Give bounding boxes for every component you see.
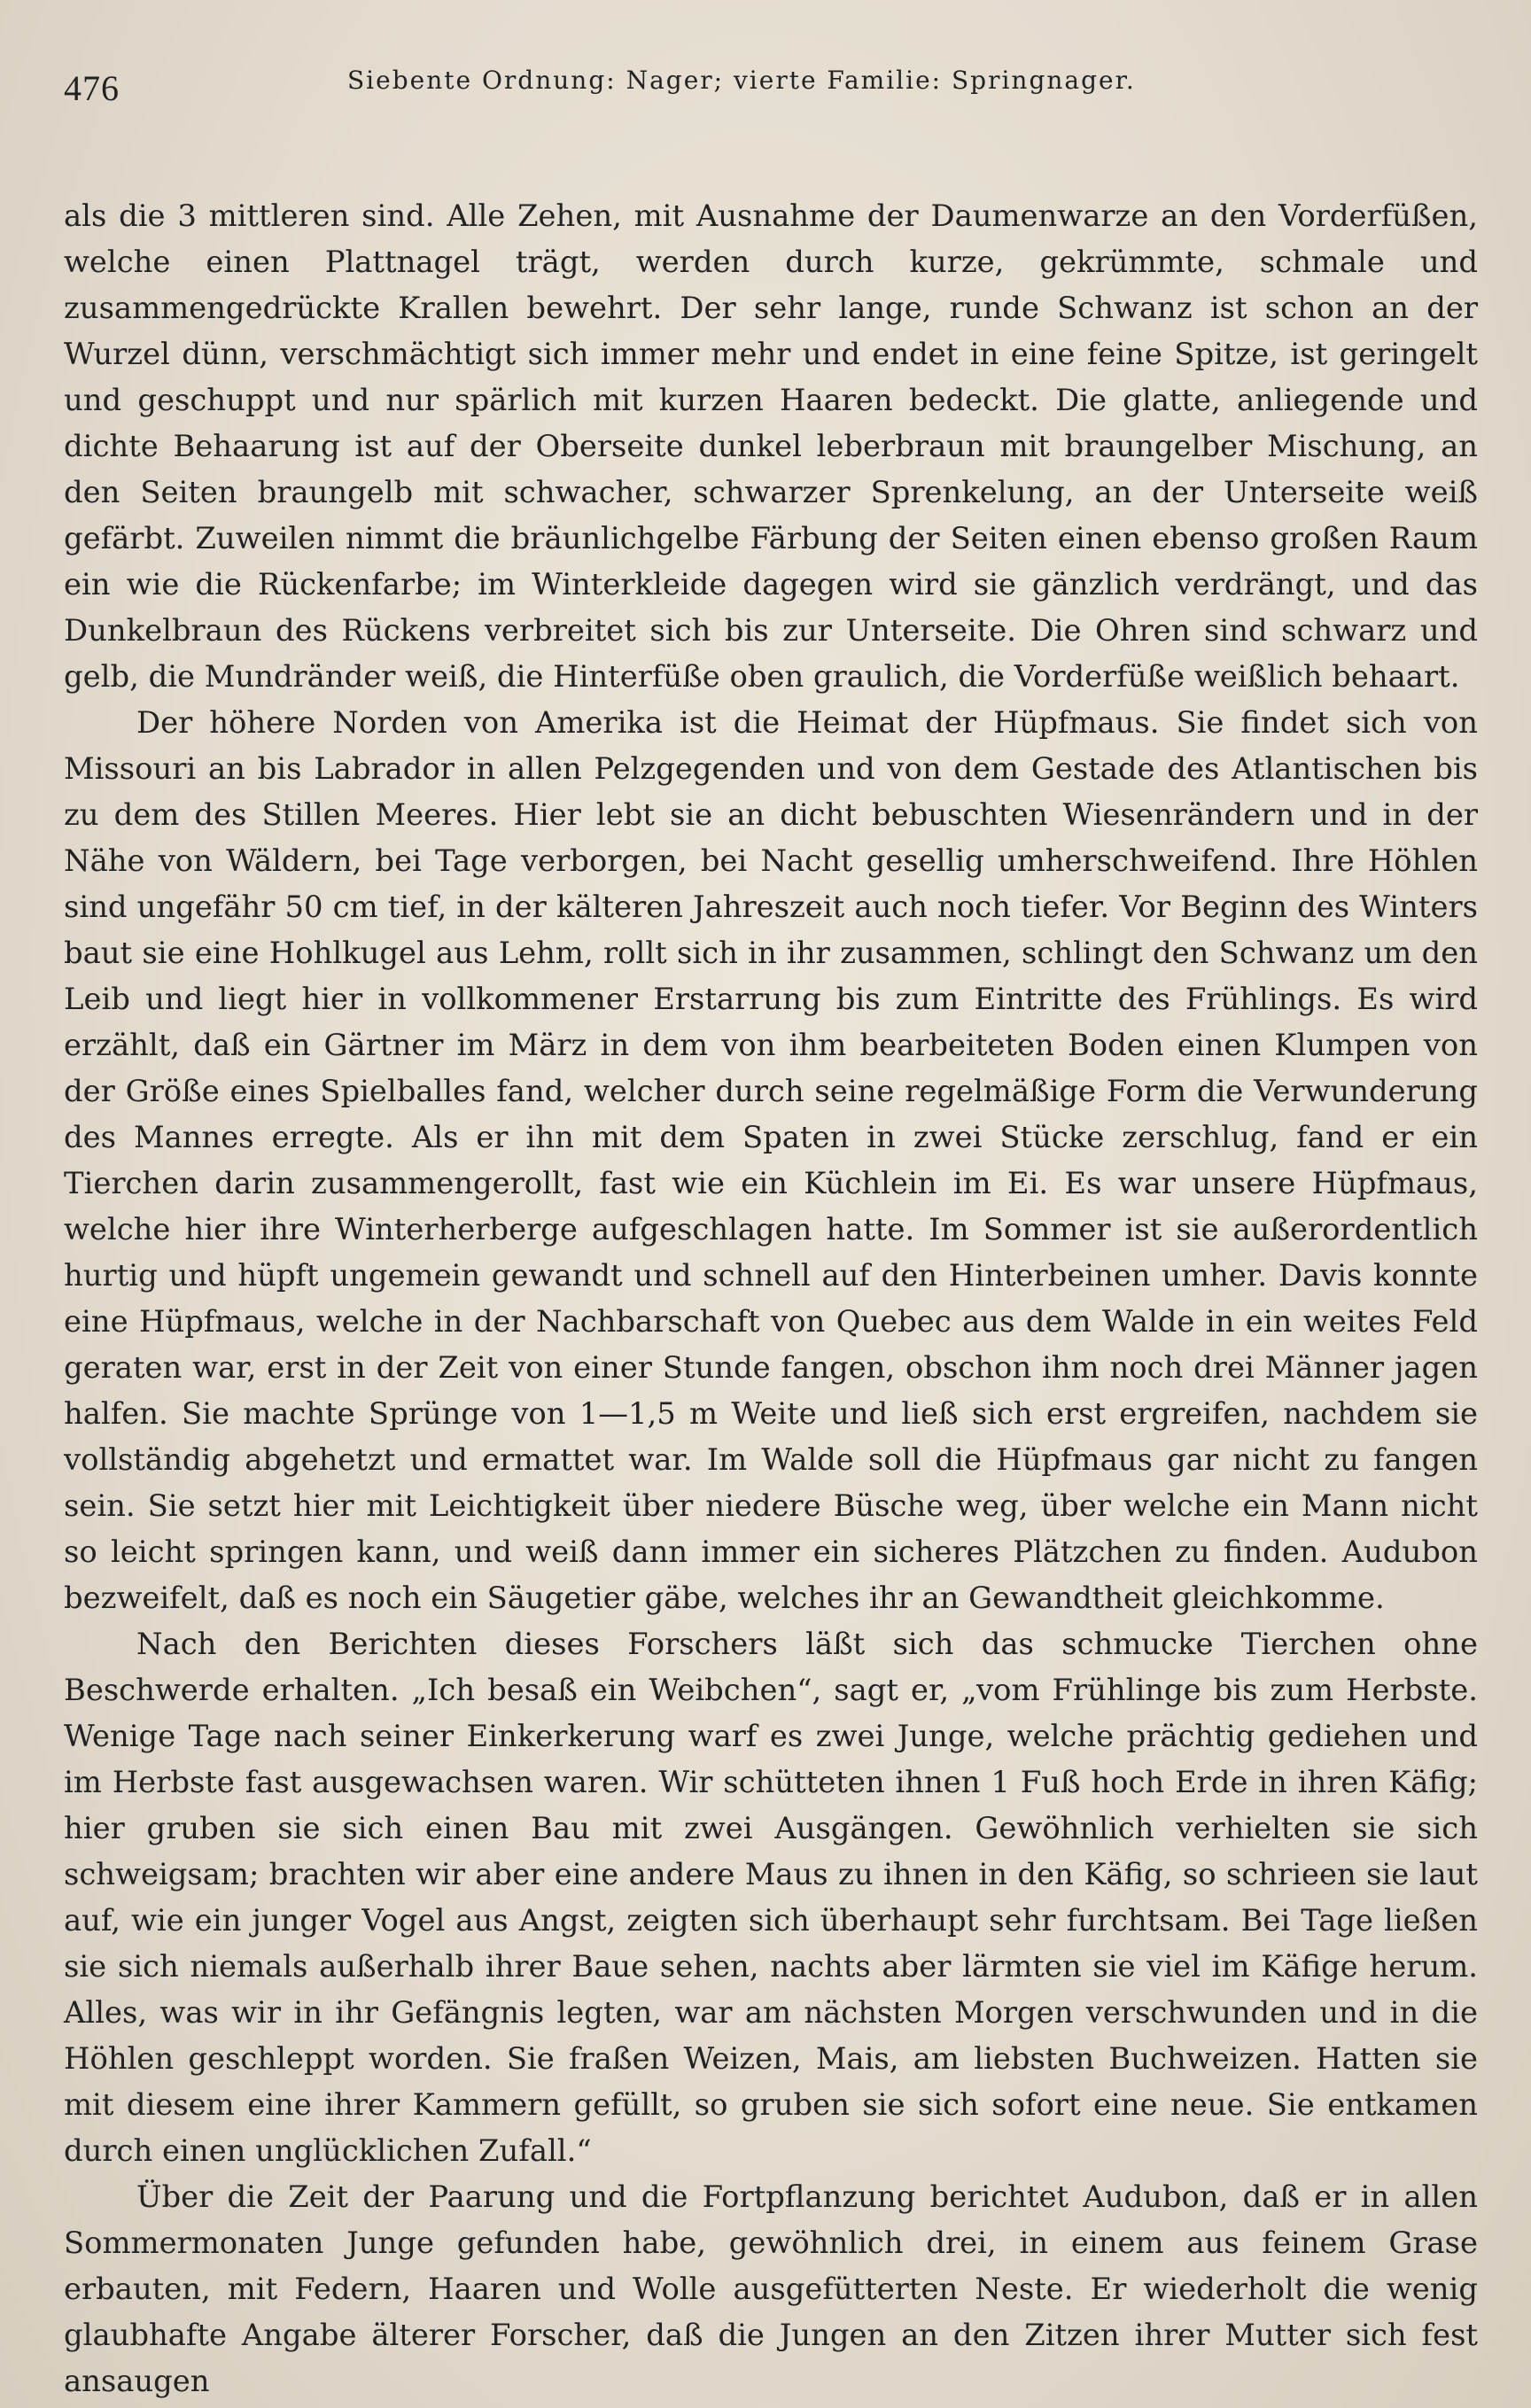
paragraph-habitat: Der höhere Norden von Amerika ist die Heimat der Hüpfmaus. Sie findet sich von Missouri an bis Labrador in allen Pelzgegenden und von dem Gestade des Atlantischen bis zu dem des Stillen Meeres. Hier lebt sie an dicht bebuschten Wiesenrändern und in der Nähe von Wäldern, bei Tage verborgen, bei Nacht gesellig umherschweifend. Ihre Höhlen sind ungefähr 50 cm tief, in der kälteren Jahreszeit auch noch tiefer. Vor Beginn des Winters baut sie eine Hohlkugel aus Lehm, rollt sich in ihr zusammen, schlingt den Schwanz um den Leib und liegt hier in vollkommener Erstarrung bis zum Eintritte des Frühlings. Es wird erzählt, daß ein Gärtner im März in dem von ihm bearbeiteten Boden einen Klumpen von der Größe eines Spielballes fand, welcher durch seine regelmäßige Form die Verwunderung des Mannes erregte. Als er ihn mit dem Spaten in zwei Stücke zerschlug, fand er ein Tierchen darin zusammengerollt, fast wie ein Küchlein im Ei. Es war unsere Hüpfmaus, welche hier ihre Winterherberge aufgeschlagen hatte. Im Sommer ist sie außerordentlich hurtig und hüpft ungemein gewandt und schnell auf den Hinterbeinen umher. Davis konnte eine Hüpfmaus, welche in der Nachbarschaft von Quebec aus dem Walde in ein weites Feld geraten war, erst in der Zeit von einer Stunde fangen, obschon ihm noch drei Männer jagen halfen. Sie machte Sprünge von 1—1,5 m Weite und ließ sich erst ergreifen, nachdem sie vollständig abgehetzt und ermattet war. Im Walde soll die Hüpfmaus gar nicht zu fangen sein. Sie setzt hier mit Leichtigkeit über niedere Büsche weg, über welche ein Mann nicht so leicht springen kann, und weiß dann immer ein sicheres Plätzchen zu finden. Audubon bezweifelt, daß es noch ein Säugetier gäbe, welches ihr an Gewandtheit gleichkomme. (64, 705, 1478, 1615)
paragraph-captivity: Nach den Berichten dieses Forschers läßt sich das schmucke Tierchen ohne Beschwerde erhalten. „Ich besaß ein Weibchen“, sagt er, „vom Frühlinge bis zum Herbste. Wenige Tage nach seiner Einkerkerung warf es zwei Junge, welche prächtig gediehen und im Herbste fast ausgewachsen waren. Wir schütteten ihnen 1 Fuß hoch Erde in ihren Käfig; hier gruben sie sich einen Bau mit zwei Ausgängen. Gewöhnlich verhielten sie sich schweigsam; brachten wir aber eine andere Maus zu ihnen in den Käfig, so schrieen sie laut auf, wie ein junger Vogel aus Angst, zeigten sich überhaupt sehr furchtsam. Bei Tage ließen sie sich niemals außerhalb ihrer Baue sehen, nachts aber lärmten sie viel im Käfige herum. Alles, was wir in ihr Gefängnis legten, war am nächsten Morgen verschwunden und in die Höhlen geschleppt worden. Sie fraßen Weizen, Mais, am liebsten Buchweizen. Hatten sie mit diesem eine ihrer Kammern gefüllt, so gruben sie sich sofort eine neue. Sie entkamen durch einen unglücklichen Zufall.“ (64, 1627, 1478, 2168)
paragraph-continuation: als die 3 mittleren sind. Alle Zehen, mit Ausnahme der Daumenwarze an den Vorderfüßen, welche einen Plattnagel trägt, werden durch kurze, gekrümmte, schmale und zusammengedrückte Krallen bewehrt. Der sehr lange, runde Schwanz ist schon an der Wurzel dünn, verschmächtigt sich immer mehr und endet in eine feine Spitze, ist geringelt und geschuppt und nur spärlich mit kurzen Haaren bedeckt. Die glatte, anliegende und dichte Behaarung ist auf der Oberseite dunkel leberbraun mit braungelber Mischung, an den Seiten braungelb mit schwacher, schwarzer Sprenkelung, an der Unterseite weiß gefärbt. Zuweilen nimmt die bräunlichgelbe Färbung der Seiten einen ebenso großen Raum ein wie die Rückenfarbe; im Winterkleide dagegen wird sie gänzlich verdrängt, und das Dunkelbraun des Rückens verbreitet sich bis zur Unterseite. Die Ohren sind schwarz und gelb, die Mundränder weiß, die Hinterfüße oben graulich, die Vorderfüße weißlich behaart. (64, 198, 1478, 694)
running-head (64, 55, 1478, 117)
running-title: Siebente Ordnung: Nager; vierte Familie: Springnager. (347, 66, 1136, 95)
body-text (64, 193, 1478, 2404)
paragraph-reproduction: Über die Zeit der Paarung und die Fortpflanzung berichtet Audubon, daß er in allen Sommermonaten Junge gefunden habe, gewöhnlich drei, in einem aus feinem Grase erbauten, mit Federn, Haaren und Wolle ausgefütterten Neste. Er wiederholt die wenig glaubhafte Angabe älterer Forscher, daß die Jungen an den Zitzen ihrer Mutter sich fest ansaugen (64, 2179, 1478, 2398)
page-number: 476 (64, 68, 120, 108)
